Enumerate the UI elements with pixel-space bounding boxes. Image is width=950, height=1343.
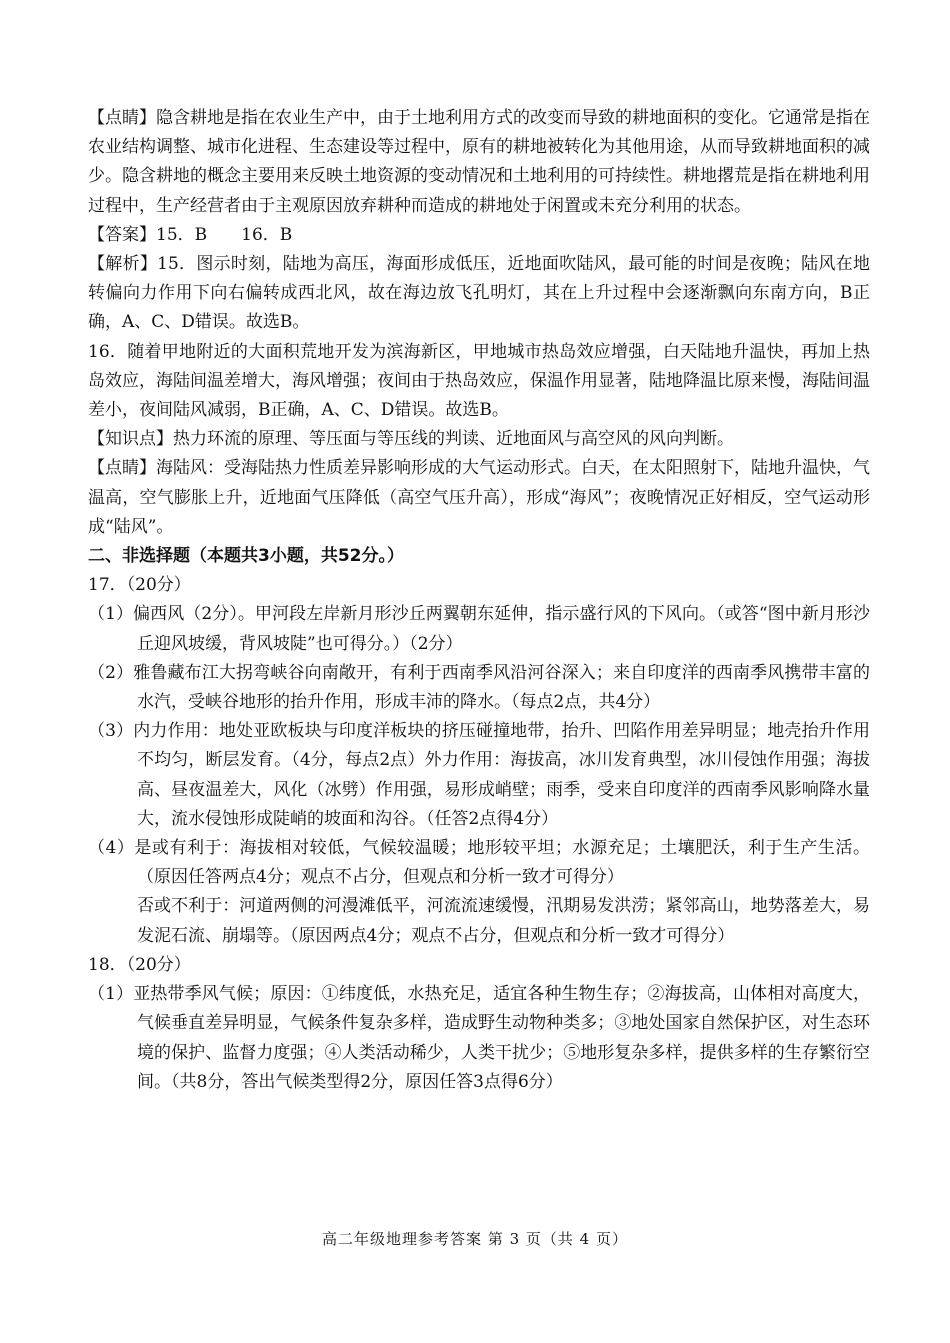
tip-paragraph-hidden-farmland: 【点睛】隐含耕地是指在农业生产中，由于土地利用方式的改变而导致的耕地面积的变化。它通常是指在农业结构调整、城市化进程、生态建设等过程中，原有的耕地被转化为其他用途，从而导致耕地面积的减少。隐含耕地的概念主要用来反映土地资源的变动情况和土地利用的可持续性。耕地撂荒是指在耕地利用过程中，生产经营者由于主观原因放弃耕种而造成的耕地处于闲置或未充分利用的状态。	[88, 108, 870, 216]
q17-heading: 17．（20分）	[88, 575, 191, 596]
page-footer: 高二年级地理参考答案 第 3 页（共 4 页）	[322, 1230, 628, 1248]
q18-answer-1: （1）亚热带季风气候；原因：①纬度低，水热充足，适宜各种生物生存；②海拔高，山体相对高度大，气候垂直差异明显，气候条件复杂多样，造成野生动物种类多；③地处国家自然保护区，对生态环境的保护、监督力度强；④人类活动稀少，人类干扰少；⑤地形复杂多样，提供多样的生存繁衍空间。（共8分，答出气候类型得2分，原因任答3点得6分）	[88, 984, 870, 1092]
section-title-non-choice: 二、非选择题（本题共3小题，共52分。）	[88, 546, 404, 567]
q17-answer-2: （2）雅鲁藏布江大拐弯峡谷向南敞开，有利于西南季风沿河谷深入；来自印度洋的西南季风携带丰富的水汽，受峡谷地形的抬升作用，形成丰沛的降水。（每点2点，共4分）	[88, 662, 870, 713]
knowledge-point: 【知识点】热力环流的原理、等压面与等压线的判读、近地面风与高空风的风向判断。	[88, 429, 734, 450]
q17-answer-1: （1）偏西风（2分）。甲河段左岸新月形沙丘两翼朝东延伸，指示盛行风的下风向。（或答“图中新月形沙丘迎风坡缓，背风坡陡”也可得分。）（2分）	[88, 604, 870, 654]
q17-answer-4-alternative: 否或不利于：河道两侧的河漫滩低平，河流流速缓慢，汛期易发洪涝；紧邻高山，地势落差大，易发泥石流、崩塌等。（原因两点4分；观点不占分，但观点和分析一致才可得分）	[137, 896, 870, 946]
q18-heading: 18．（20分）	[88, 954, 191, 975]
q17-answer-3: （3）内力作用：地处亚欧板块与印度洋板块的挤压碰撞地带，抬升、凹陷作用差异明显；地壳抬升作用不均匀，断层发育。（4分，每点2点）外力作用：海拔高，冰川发育典型，冰川侵蚀作用强；海拔高、昼夜温差大，风化（冰劈）作用强，易形成峭壁；雨季，受来自印度洋的西南季风影响降水量大，流水侵蚀形成陡峭的坡面和沟谷。（任答2点得4分）	[88, 721, 870, 829]
tip-paragraph-sea-land-breeze: 【点睛】海陆风：受海陆热力性质差异影响形成的大气运动形式。白天，在太阳照射下，陆地升温快，气温高，空气膨胀上升，近地面气压降低（高空气压升高），形成“海风”；夜晚情况正好相反，空气运动形成“陆风”。	[88, 458, 870, 537]
answer-line: 【答案】15．B 16．B	[88, 224, 293, 245]
q17-answer-4: （4）是或有利于：海拔相对较低，气候较温暖；地形较平坦；水源充足；土壤肥沃，利于生产生活。（原因任答两点4分；观点不占分，但观点和分析一致才可得分）	[88, 838, 870, 888]
answer-content	[88, 104, 870, 1097]
analysis-16: 16．随着甲地附近的大面积荒地开发为滨海新区，甲地城市热岛效应增强，白天陆地升温快，再加上热岛效应，海陆间温差增大，海风增强；夜间由于热岛效应，保温作用显著，陆地降温比原来慢，海陆间温差小，夜间陆风减弱，B正确，A、C、D错误。故选B。	[88, 341, 870, 421]
analysis-15: 【解析】15．图示时刻，陆地为高压，海面形成低压，近地面吹陆风，最可能的时间是夜晚；陆风在地转偏向力作用下向右偏转成西北风，故在海边放飞孔明灯，其在上升过程中会逐渐飘向东南方向，B正确，A、C、D错误。故选B。	[88, 254, 870, 333]
